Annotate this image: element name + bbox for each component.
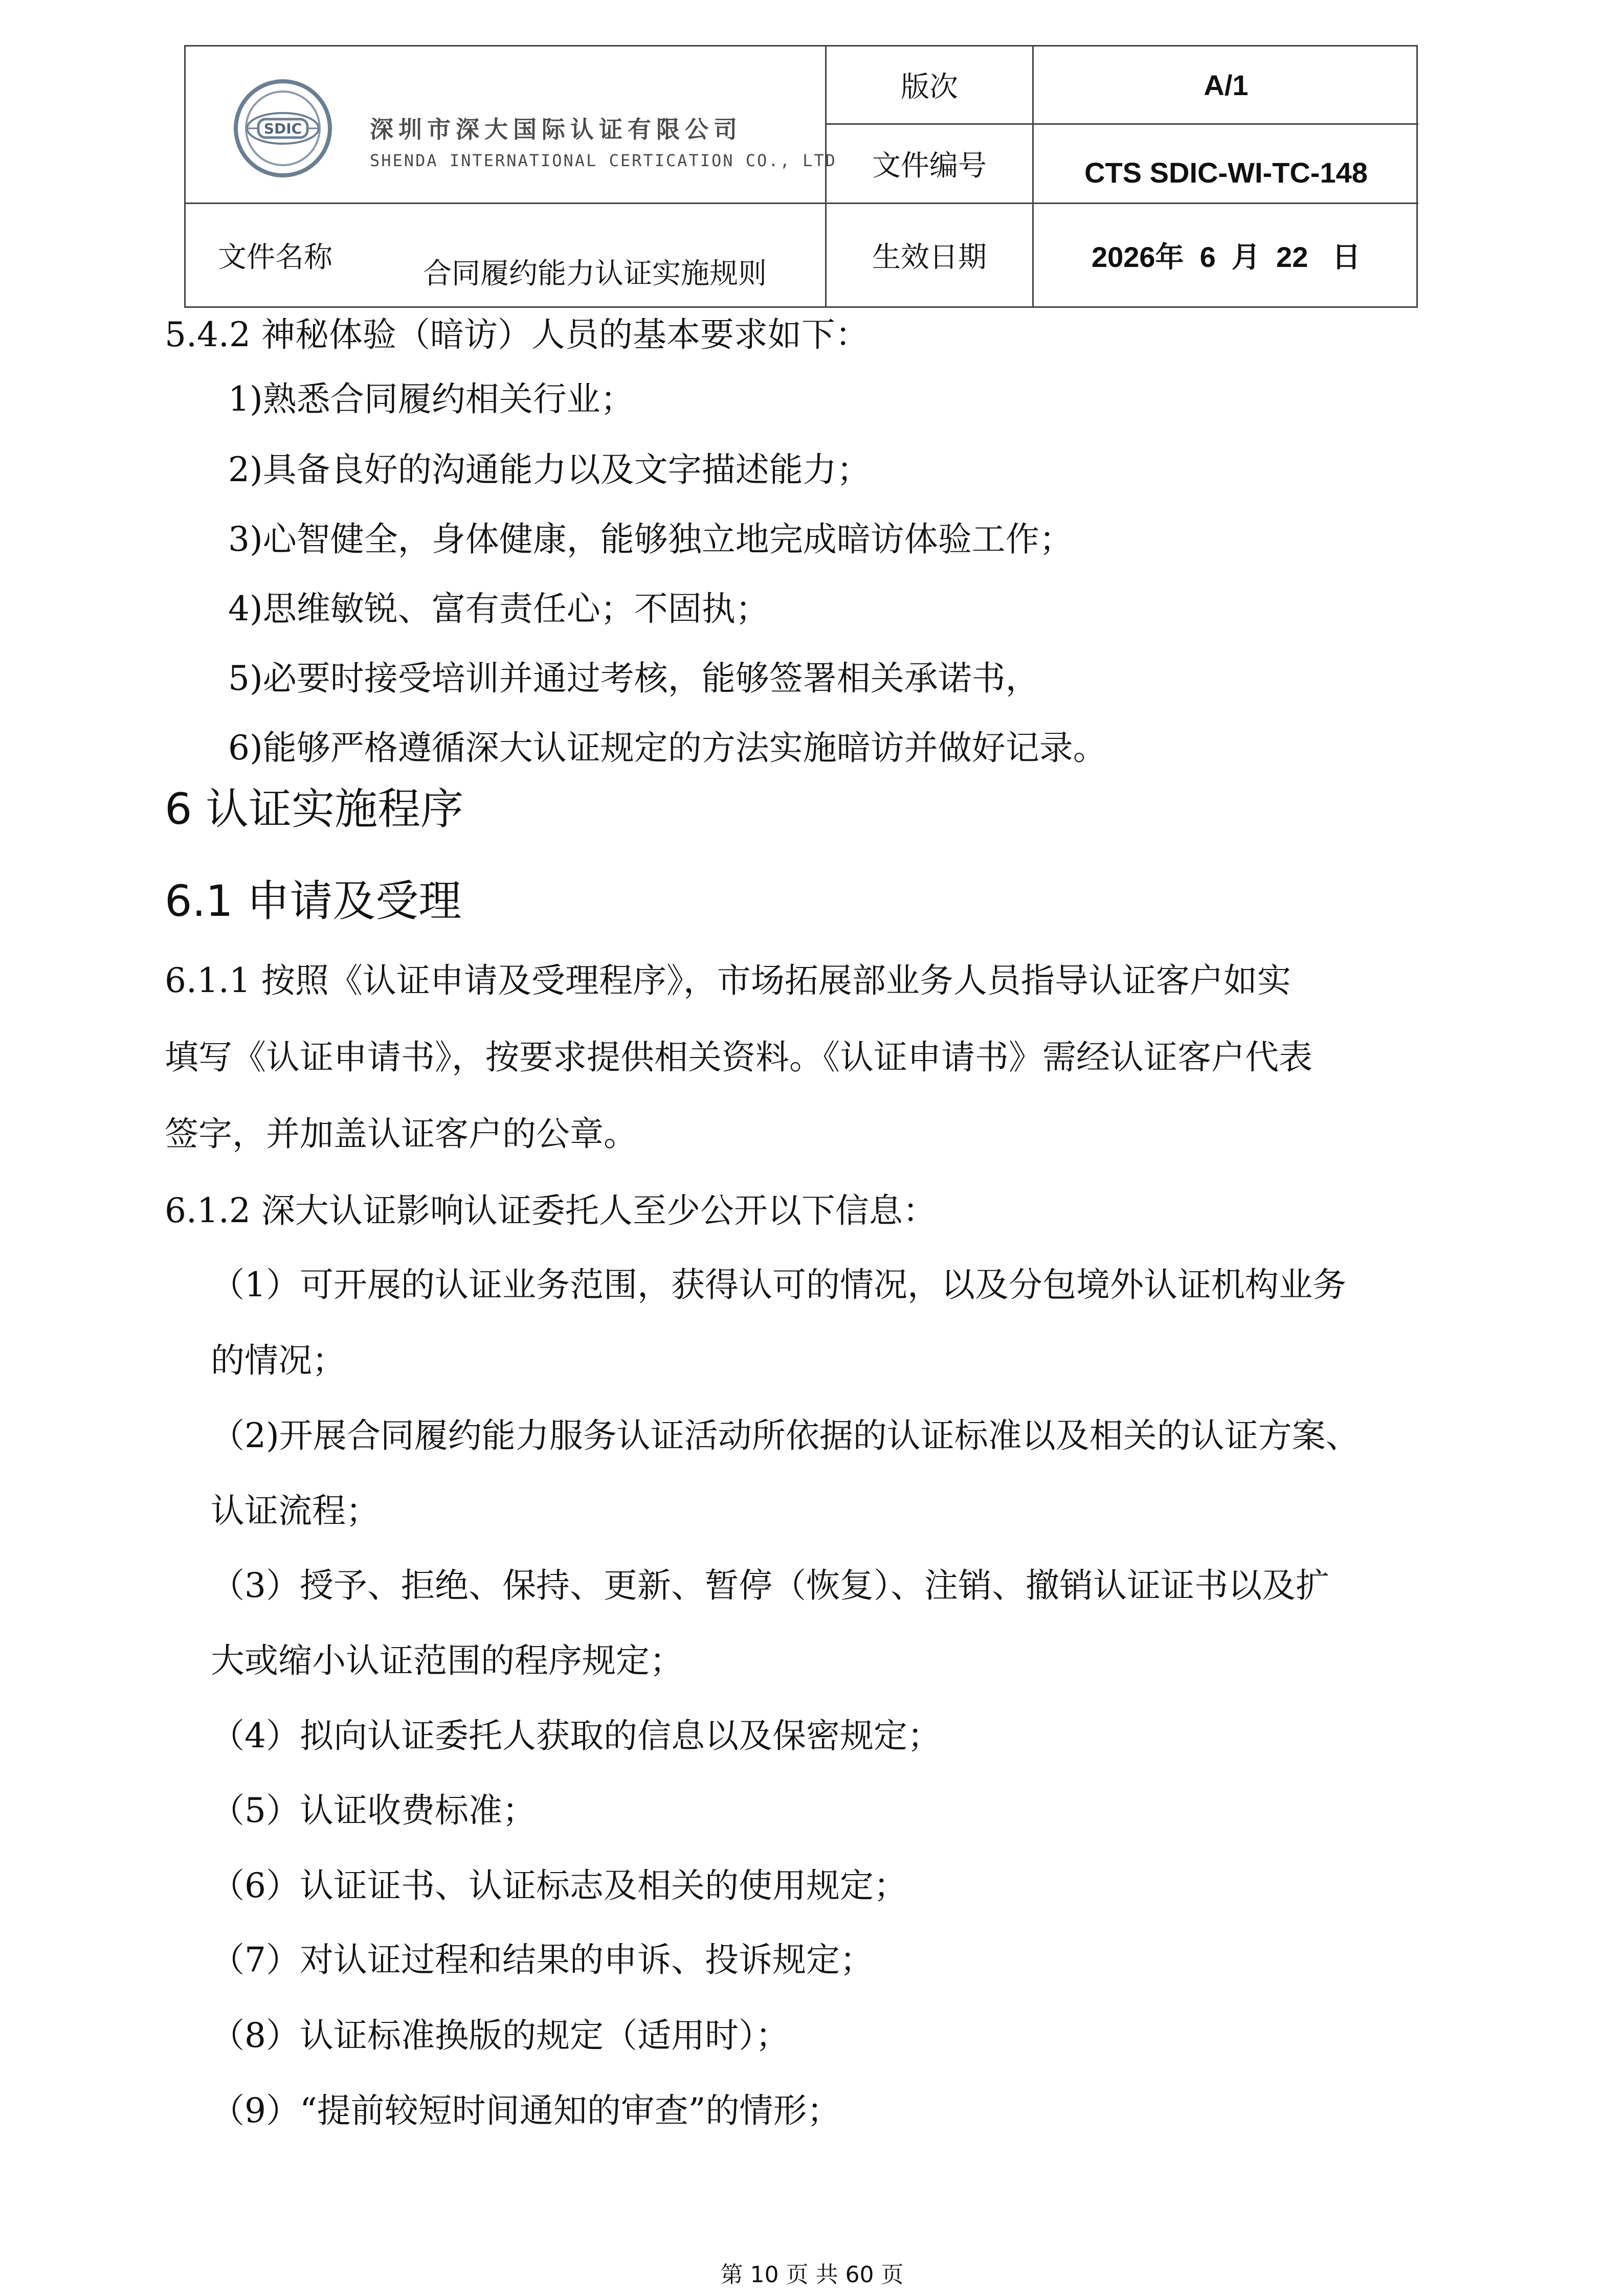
list-item: 大或缩小认证范围的程序规定； bbox=[211, 1641, 683, 1680]
section-6-1-heading: 6.1 申请及受理 bbox=[165, 876, 462, 926]
list-item: （4）拟向认证委托人获取的信息以及保密规定； bbox=[211, 1716, 941, 1755]
list-item: 4)思维敏锐、富有责任心；不固执； bbox=[228, 589, 769, 628]
file-name-label: 文件名称 bbox=[218, 241, 332, 274]
list-item: （1）可开展的认证业务范围，获得认可的情况，以及分包境外认证机构业务 bbox=[211, 1265, 1346, 1304]
file-name-value: 合同履约能力认证实施规则 bbox=[423, 257, 767, 290]
document-header-table bbox=[184, 45, 1418, 308]
paragraph-line: 6.1.1 按照《认证申请及受理程序》，市场拓展部业务人员指导认证客户如实 bbox=[165, 961, 1291, 1000]
paragraph-line: 签字，并加盖认证客户的公章。 bbox=[165, 1114, 637, 1154]
effective-date-value: 2026年 6 月 22 日 bbox=[1091, 241, 1361, 273]
list-item: （5）认证收费标准； bbox=[211, 1791, 536, 1830]
logo-text: SDIC bbox=[263, 120, 302, 137]
version-label: 版次 bbox=[901, 71, 958, 104]
list-item: 3)心智健全，身体健康，能够独立地完成暗访体验工作； bbox=[228, 520, 1073, 559]
company-logo bbox=[232, 67, 837, 220]
list-item: 2)具备良好的沟通能力以及文字描述能力； bbox=[228, 450, 871, 489]
page-number: 第 10 页 共 60 页 bbox=[720, 2262, 904, 2288]
list-item: 认证流程； bbox=[211, 1491, 380, 1530]
list-item: 6)能够严格遵循深大认证规定的方法实施暗访并做好记录。 bbox=[228, 728, 1107, 768]
file-number-label: 文件编号 bbox=[872, 149, 987, 183]
list-item: （8）认证标准换版的规定（适用时）； bbox=[211, 2016, 789, 2055]
section-6-heading: 6 认证实施程序 bbox=[165, 784, 464, 834]
list-item: （6）认证证书、认证标志及相关的使用规定； bbox=[211, 1866, 907, 1905]
company-name-cn: 深圳市深大国际认证有限公司 bbox=[370, 116, 742, 143]
version-value: A/1 bbox=[1204, 69, 1249, 101]
list-item: （3）授予、拒绝、保持、更新、暂停（恢复）、注销、撤销认证证书以及扩 bbox=[211, 1566, 1329, 1605]
paragraph-line: 填写《认证申请书》，按要求提供相关资料。《认证申请书》需经认证客户代表 bbox=[165, 1038, 1312, 1077]
sdic-logo-icon bbox=[232, 77, 334, 179]
company-name-en: SHENDA INTERNATIONAL CERTICATION CO., LTD bbox=[370, 151, 837, 170]
effective-date-label: 生效日期 bbox=[872, 241, 987, 274]
section-5-4-2-title: 5.4.2 神秘体验（暗访）人员的基本要求如下： bbox=[165, 315, 869, 354]
section-6-1-2-title: 6.1.2 深大认证影响认证委托人至少公开以下信息： bbox=[165, 1191, 937, 1230]
list-item: 的情况； bbox=[211, 1341, 346, 1380]
list-item: （9）“提前较短时间通知的审查”的情形； bbox=[211, 2091, 841, 2130]
list-item: 1)熟悉合同履约相关行业； bbox=[228, 379, 634, 419]
list-item: 5)必要时接受培训并通过考核，能够签署相关承诺书， bbox=[228, 659, 1039, 698]
list-item: （2)开展合同履约能力服务认证活动所依据的认证标准以及相关的认证方案、 bbox=[211, 1416, 1360, 1455]
list-item: （7）对认证过程和结果的申诉、投诉规定； bbox=[211, 1940, 874, 1979]
file-number-value: CTS SDIC-WI-TC-148 bbox=[1084, 156, 1368, 189]
